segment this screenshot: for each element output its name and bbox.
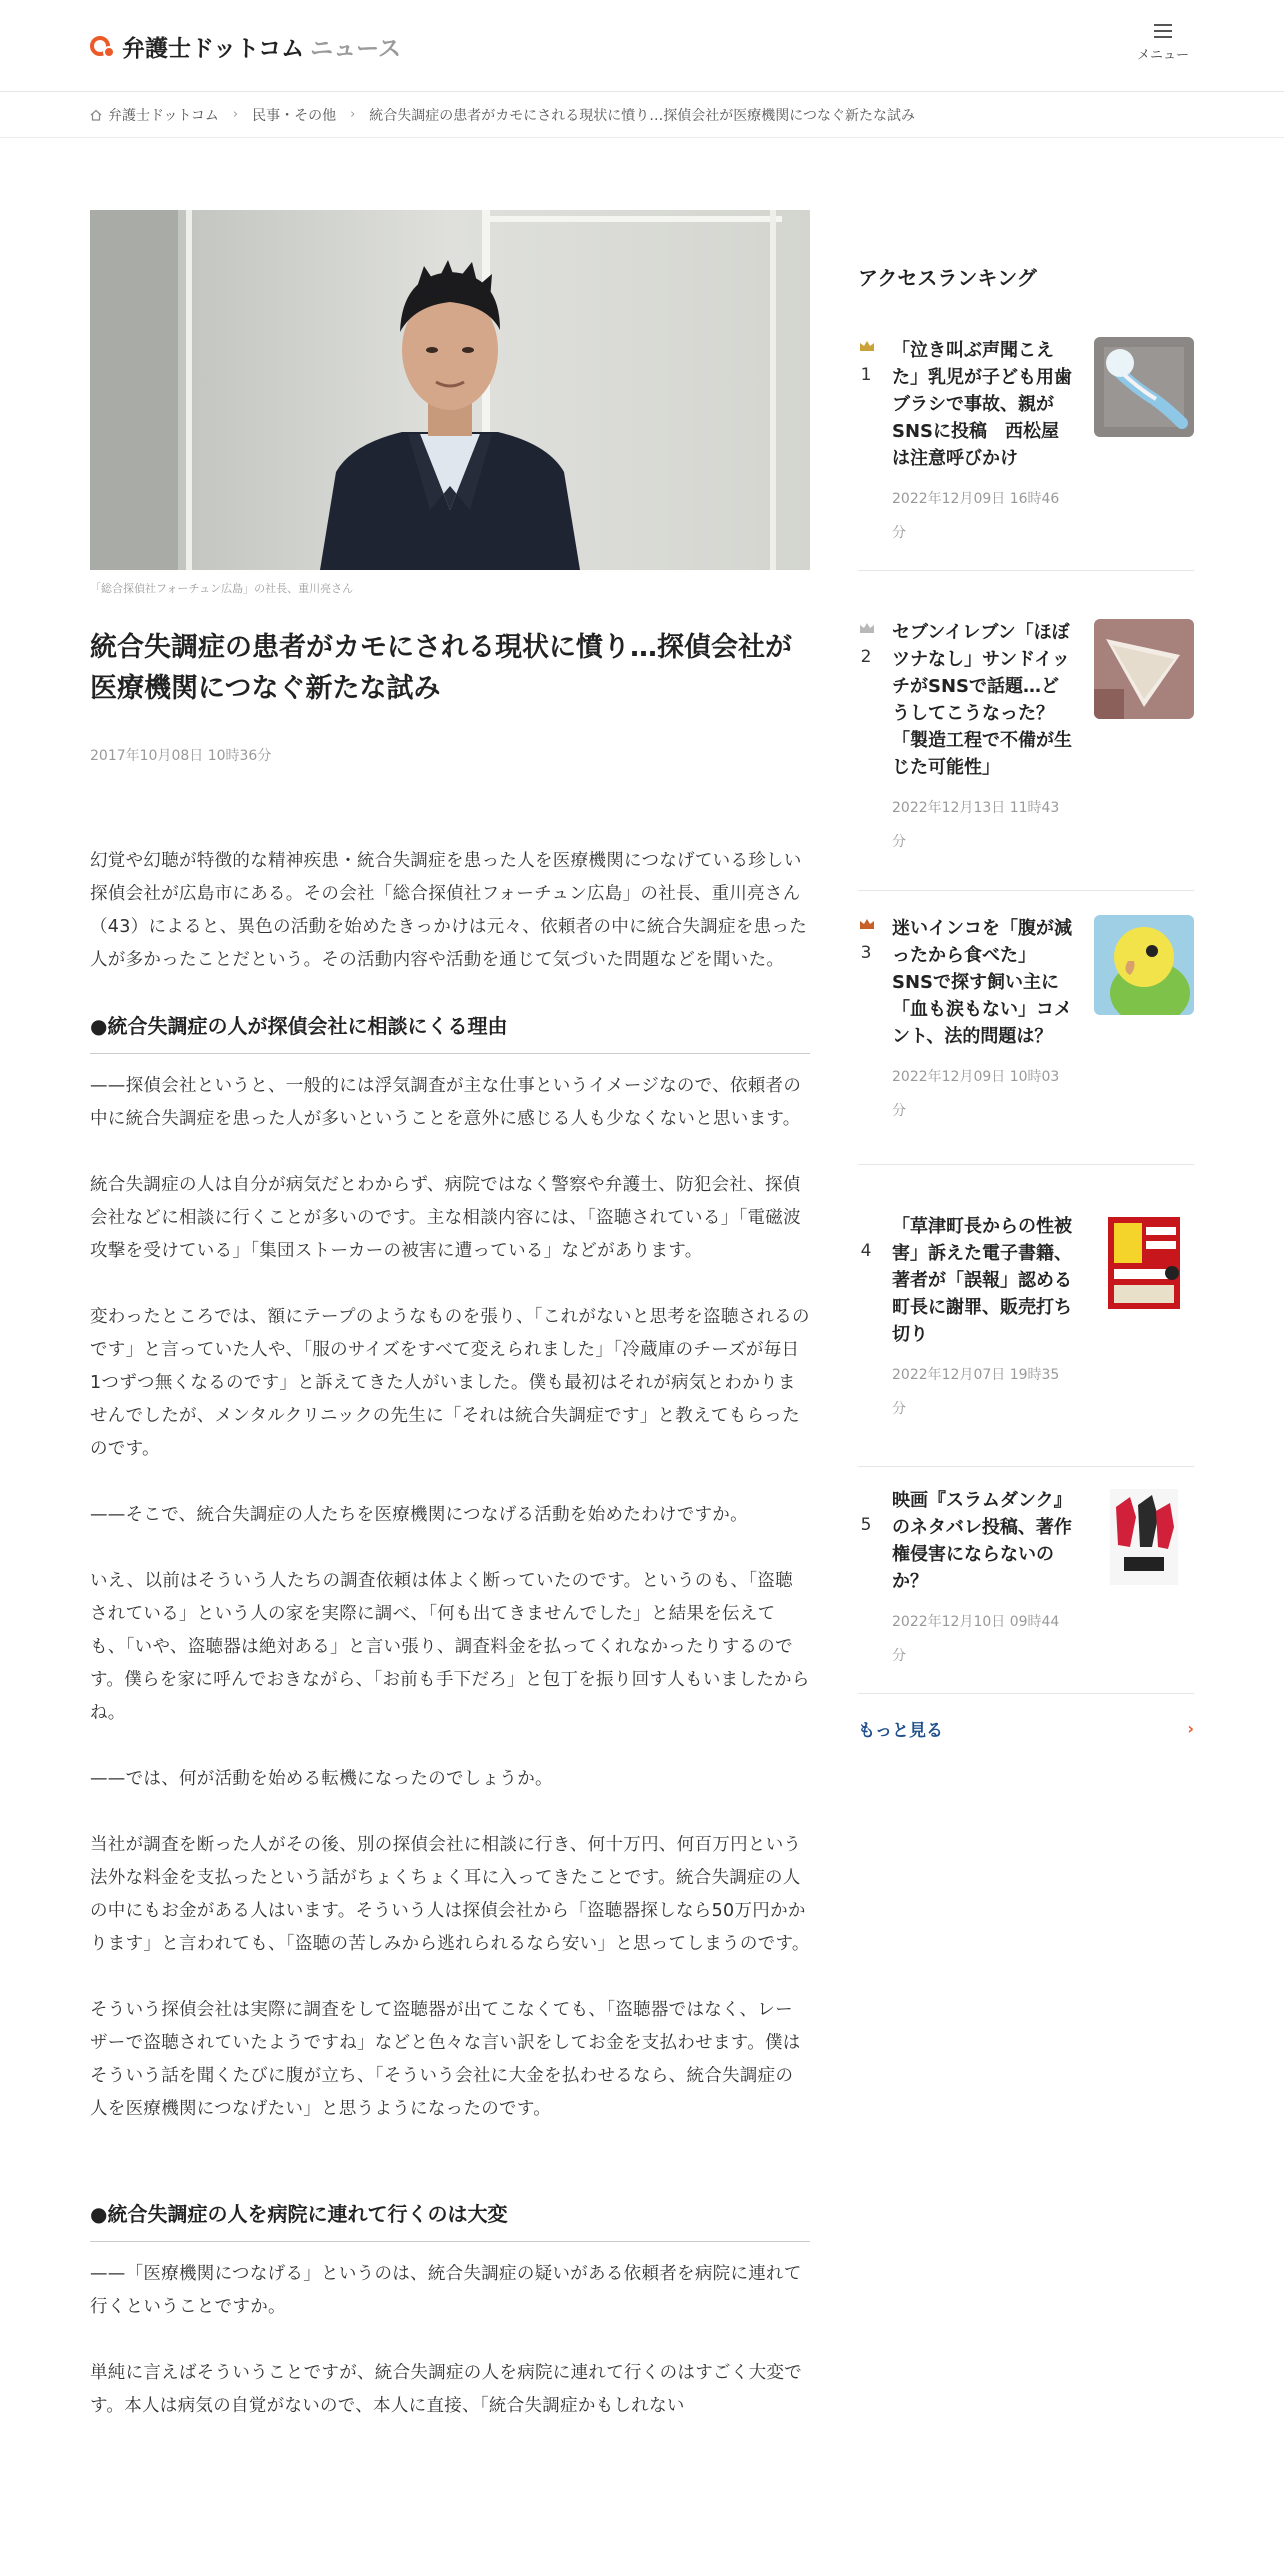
image-caption: 「総合探偵社フォーチュン広島」の社長、重川亮さん (90, 582, 354, 595)
toothbrush-thumbnail[interactable] (1094, 337, 1194, 437)
ranking-sidebar (858, 210, 1194, 1741)
chevron-right-icon: › (1187, 1719, 1194, 1738)
article-paragraph: いえ、以前はそういう人たちの調査依頼は体よく断っていたのです。というのも、「盗聴されている」という人の家を実際に調べ、「何も出てきませんでした」と結果を伝えても、「いや、盗聴器は絶対ある」と言い張り、調査料金を払ってくれなかったりするのです。僕らを家に呼んでおきながら、「お前も手下だろ」と包丁を振り回す人もいましたからね。 (90, 1571, 810, 1723)
logo-subtext: ニュース (310, 36, 402, 62)
more-link-label: もっと見る (858, 1721, 943, 1741)
article-lead: 幻覚や幻聴が特徴的な精神疾患・統合失調症を患った人を医療機関につなげている珍しい探偵会社が広島市にある。その会社「総合探偵社フォーチュン広島」の社長、重川亮さん（43）によると、異色の活動を始めたきっかけは元々、依頼者の中に統合失調症を患った人が多かったことだという。その活動内容や活動を通じて気づいた問題などを聞いた。 (90, 851, 808, 970)
chevron-right-icon: › (350, 107, 356, 122)
sandwich-thumbnail[interactable] (1094, 619, 1194, 719)
breadcrumb (0, 92, 1284, 138)
ranking-number: 4 (860, 1241, 872, 1261)
article-paragraph: ——「医療機関につなげる」というのは、統合失調症の疑いがある依頼者を病院に連れて行くということですか。 (90, 2264, 802, 2317)
ranking-number: 5 (860, 1515, 872, 1535)
breadcrumb-category[interactable]: 民事・その他 (252, 107, 337, 124)
ranking-article-date: 2022年12月09日 16時46分 (892, 491, 1060, 541)
logo-mark-icon (90, 34, 116, 60)
article-paragraph: ——では、何が活動を始める転機になったのでしょうか。 (90, 1769, 553, 1789)
site-header (0, 0, 1284, 92)
crown-icon (860, 623, 874, 633)
ranking-article-title[interactable]: 迷いインコを「腹が減ったから食べた」SNSで探す飼い主に「血も涙もない」コメント、法的問題は？ (892, 918, 1072, 1047)
parakeet-thumbnail[interactable] (1094, 915, 1194, 1015)
article-paragraph: ——そこで、統合失調症の人たちを医療機関につなげる活動を始めたわけですか。 (90, 1505, 748, 1525)
article-paragraph: 単純に言えばそういうことですが、統合失調症の人を病院に連れて行くのはすごく大変です。本人は病気の自覚がないので、本人に直接、「統合失調症かもしれない (90, 2363, 802, 2416)
ranking-item[interactable] (858, 915, 1194, 1165)
ranking-article-title[interactable]: 映画『スラムダンク』のネタバレ投稿、著作権侵害にならないのか？ (892, 1490, 1072, 1592)
book-cover-thumbnail[interactable] (1094, 1213, 1194, 1313)
ranking-number: 3 (860, 943, 872, 963)
logo-text: 弁護士ドットコム (122, 36, 305, 62)
ranking-article-date: 2022年12月09日 10時03分 (892, 1069, 1060, 1119)
section-heading: ●統合失調症の人が探偵会社に相談にくる理由 (90, 1010, 810, 1054)
ranking-article-date: 2022年12月13日 11時43分 (892, 800, 1060, 850)
site-logo[interactable] (90, 30, 401, 63)
breadcrumb-current: 統合失調症の患者がカモにされる現状に憤り…探偵会社が医療機関につなぐ新たな試み (369, 107, 916, 124)
ranking-number: 1 (860, 365, 872, 385)
article-date: 2017年10月08日 10時36分 (90, 748, 272, 764)
menu-label: メニュー (1136, 48, 1189, 63)
hamburger-icon (1154, 24, 1172, 38)
article-paragraph: 統合失調症の人は自分が病気だとわからず、病院ではなく警察や弁護士、防犯会社、探偵会社などに相談に行くことが多いのです。主な相談内容には、「盗聴されている」「電磁波攻撃を受けている」「集団ストーカーの被害に遭っている」などがあります。 (90, 1175, 801, 1261)
ranking-item[interactable] (858, 619, 1194, 891)
chevron-right-icon: › (232, 107, 239, 122)
ranking-article-title[interactable]: 「泣き叫ぶ声聞こえた」乳児が子ども用歯ブラシで事故、親がSNSに投稿 西松屋は注意呼びかけ (892, 340, 1072, 469)
menu-button[interactable] (1118, 18, 1208, 63)
breadcrumb-home[interactable]: 弁護士ドットコム (108, 107, 219, 124)
article (90, 210, 810, 2456)
portrait-illustration (90, 210, 810, 570)
article-title: 統合失調症の患者がカモにされる現状に憤り…探偵会社が医療機関につなぐ新たな試み (90, 632, 792, 704)
article-paragraph: ——探偵会社というと、一般的には浮気調査が主な仕事というイメージなので、依頼者の中に統合失調症を患った人が多いということを意外に感じる人も少なくないと思います。 (90, 1076, 802, 1129)
more-link[interactable] (858, 1694, 1194, 1741)
ranking-item[interactable] (858, 337, 1194, 571)
slamdunk-thumbnail[interactable] (1094, 1487, 1194, 1587)
section-heading: ●統合失調症の人を病院に連れて行くのは大変 (90, 2198, 810, 2242)
article-paragraph: 当社が調査を断った人がその後、別の探偵会社に相談に行き、何十万円、何百万円という法外な料金を支払ったという話がちょくちょく耳に入ってきたことです。統合失調症の人の中にもお金がある人はいます。そういう人は探偵会社から「盗聴器探しなら50万円かかります」と言われても、「盗聴の苦しみから逃れられるなら安い」と思ってしまうのです。 (90, 1835, 810, 1954)
article-paragraph: 変わったところでは、額にテープのようなものを張り、「これがないと思考を盗聴されるのです」と言っていた人や、「服のサイズをすべて変えられました」「冷蔵庫のチーズが毎日1つずつ無くなるのです」と訴えてきた人がいました。僕も最初はそれが病気とわかりませんでしたが、メンタルクリニックの先生に「それは統合失調症です」と教えてもらったのです。 (90, 1307, 810, 1459)
crown-icon (860, 341, 874, 351)
ranking-item[interactable] (858, 1487, 1194, 1694)
ranking-article-title[interactable]: 「草津町長からの性被害」訴えた電子書籍、著者が「誤報」認める 町長に謝罪、販売打ち切り (892, 1216, 1090, 1345)
article-hero-image (90, 210, 810, 570)
ranking-article-date: 2022年12月10日 09時44分 (892, 1614, 1060, 1664)
home-icon (90, 109, 102, 121)
ranking-item[interactable] (858, 1213, 1194, 1467)
ranking-article-date: 2022年12月07日 19時35分 (892, 1367, 1060, 1417)
ranking-article-title[interactable]: セブンイレブン「ほぼツナなし」サンドイッチがSNSで話題…どうしてこうなった？ 「製造工程で不備が生じた可能性」 (892, 622, 1072, 778)
ranking-number: 2 (860, 647, 872, 667)
ranking-title: アクセスランキング (858, 266, 1037, 290)
article-body (90, 845, 810, 2423)
ranking-list (858, 337, 1194, 1694)
article-paragraph: そういう探偵会社は実際に調査をして盗聴器が出てこなくても、「盗聴器ではなく、レーザーで盗聴されていたようですね」などと色々な言い訳をしてお金を支払わせます。僕はそういう話を聞くたびに腹が立ち、「そういう会社に大金を払わせるなら、統合失調症の人を医療機関につなげたい」と思うようになったのです。 (90, 2000, 801, 2119)
crown-icon (860, 919, 874, 929)
